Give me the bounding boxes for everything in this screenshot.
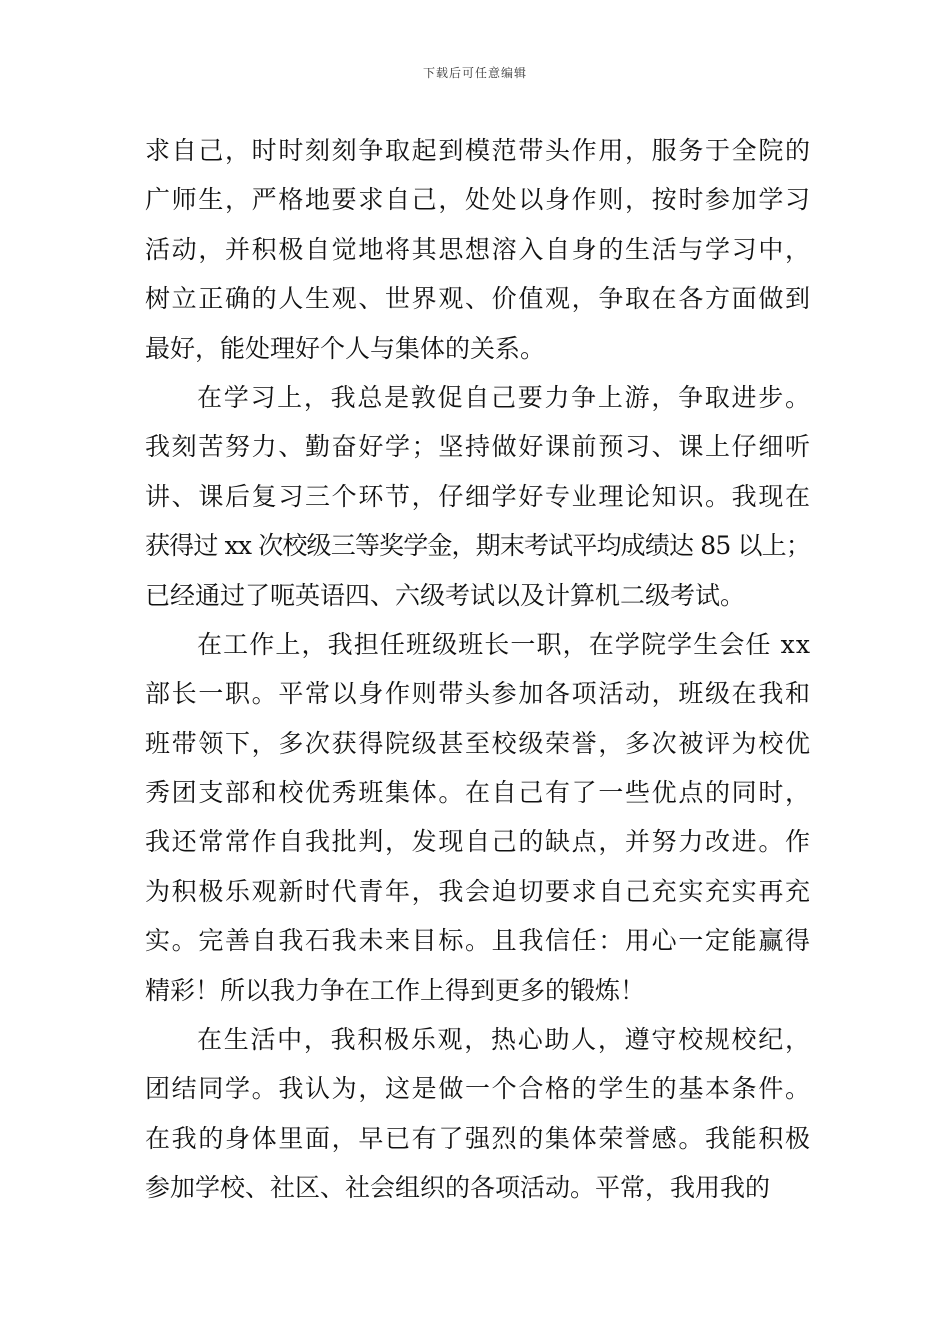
text-line: 团结同学。我认为，这是做一个合格的学生的基本条件。 [145, 1074, 812, 1104]
text-line: 在学习上，我总是敦促自己要力争上游，争取进步。 [197, 382, 812, 412]
text-line: 广师生，严格地要求自己，处处以身作则，按时参加学习 [145, 185, 812, 215]
text-line: 我刻苦努力、勤奋好学；坚持做好课前预习、课上仔细听 [145, 432, 812, 462]
text-line: 已经通过了呃英语四、六级考试以及计算机二级考试。 [145, 580, 746, 610]
text-line: 在我的身体里面，早已有了强烈的集体荣誉感。我能积极 [145, 1123, 812, 1153]
text-line: 最好，能处理好个人与集体的关系。 [145, 333, 546, 363]
page-header: 下载后可任意编辑 [422, 66, 527, 80]
text-line: 秀团支部和校优秀班集体。在自己有了一些优点的同时， [145, 778, 812, 808]
text-line: 为积极乐观新时代青年，我会迫切要求自己充实充实再充 [145, 876, 812, 906]
text-line: 树立正确的人生观、世界观、价值观，争取在各方面做到 [145, 284, 812, 314]
text-line: 班带领下，多次获得院级甚至校级荣誉，多次被评为校优 [145, 728, 812, 758]
text-line: 在工作上，我担任班级班长一职，在学院学生会任 xx [197, 629, 812, 659]
text-line: 部长一职。平常以身作则带头参加各项活动，班级在我和 [145, 679, 812, 709]
text-line: 获得过 xx 次校级三等奖学金，期末考试平均成绩达 85 以上； [145, 531, 810, 561]
text-line: 在生活中，我积极乐观，热心助人，遵守校规校纪， [197, 1025, 812, 1055]
text-line: 实。完善自我石我未来目标。且我信任：用心一定能赢得 [145, 926, 812, 956]
text-line: 讲、课后复习三个环节，仔细学好专业理论知识。我现在 [145, 481, 812, 511]
text-line: 参加学校、社区、社会组织的各项活动。平常，我用我的 [145, 1173, 771, 1203]
text-line: 精彩！所以我力争在工作上得到更多的锻炼！ [145, 975, 646, 1005]
document-body [145, 126, 810, 1213]
text-line: 活动，并积极自觉地将其思想溶入自身的生活与学习中， [145, 234, 812, 264]
text-line: 我还常常作自我批判，发现自己的缺点，并努力改进。作 [145, 827, 812, 857]
text-line: 求自己，时时刻刻争取起到模范带头作用，服务于全院的 [145, 136, 812, 165]
